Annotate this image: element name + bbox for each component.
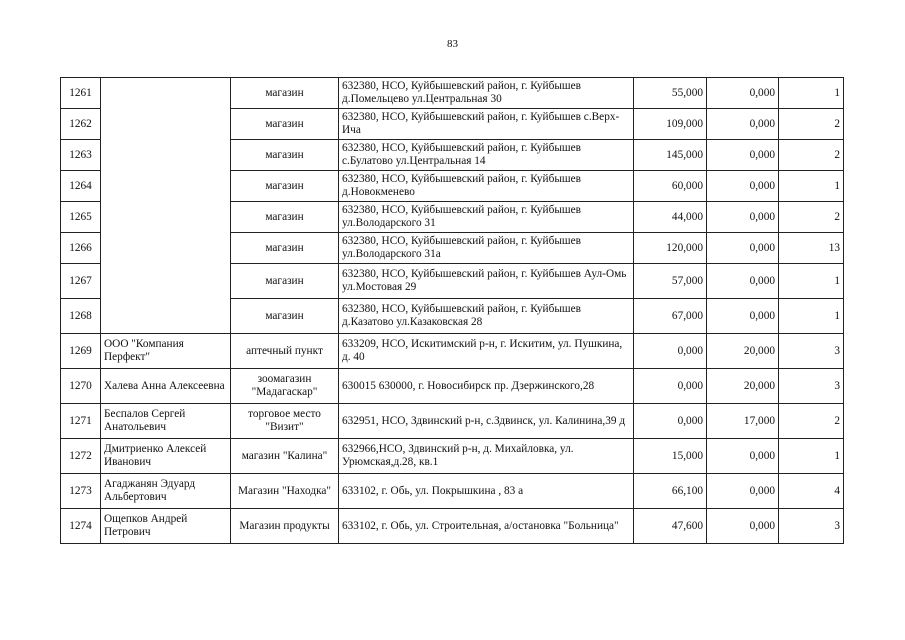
count: 1	[779, 439, 844, 474]
count: 1	[779, 78, 844, 109]
row-number: 1263	[61, 140, 101, 171]
row-number: 1271	[61, 404, 101, 439]
area-1: 57,000	[634, 264, 707, 299]
row-number: 1261	[61, 78, 101, 109]
area-1: 67,000	[634, 299, 707, 334]
address: 632380, НСО, Куйбышевский район, г. Куйбышев с.Булатово ул.Центральная 14	[339, 140, 634, 171]
owner-cell: Халева Анна Алексеевна	[101, 369, 231, 404]
table-row	[61, 78, 844, 109]
count: 3	[779, 509, 844, 544]
owner-cell: ООО "Компания Перфект"	[101, 334, 231, 369]
object-type: магазин	[231, 264, 339, 299]
area-1: 44,000	[634, 202, 707, 233]
count: 1	[779, 171, 844, 202]
address: 632951, НСО, Здвинский р-н, с.Здвинск, ул. Калинина,39 д	[339, 404, 634, 439]
area-2: 0,000	[707, 264, 779, 299]
area-2: 0,000	[707, 171, 779, 202]
object-type: аптечный пункт	[231, 334, 339, 369]
address: 630015 630000, г. Новосибирск пр. Дзержинского,28	[339, 369, 634, 404]
address: 633209, НСО, Искитимский р-н, г. Искитим, ул. Пушкина, д. 40	[339, 334, 634, 369]
area-1: 60,000	[634, 171, 707, 202]
area-1: 0,000	[634, 404, 707, 439]
area-2: 20,000	[707, 334, 779, 369]
row-number: 1266	[61, 233, 101, 264]
page-number: 83	[447, 38, 458, 50]
count: 13	[779, 233, 844, 264]
area-1: 109,000	[634, 109, 707, 140]
owner-cell: Ощепков Андрей Петрович	[101, 509, 231, 544]
object-type: магазин	[231, 78, 339, 109]
row-number: 1272	[61, 439, 101, 474]
count: 4	[779, 474, 844, 509]
row-number: 1274	[61, 509, 101, 544]
row-number: 1267	[61, 264, 101, 299]
row-number: 1264	[61, 171, 101, 202]
area-2: 0,000	[707, 509, 779, 544]
owner-cell	[101, 78, 231, 334]
area-2: 0,000	[707, 78, 779, 109]
object-type: магазин	[231, 299, 339, 334]
area-2: 20,000	[707, 369, 779, 404]
address: 632380, НСО, Куйбышевский район, г. Куйбышев с.Верх-Ича	[339, 109, 634, 140]
row-number: 1270	[61, 369, 101, 404]
count: 2	[779, 140, 844, 171]
area-1: 55,000	[634, 78, 707, 109]
object-type: магазин	[231, 233, 339, 264]
address: 632380, НСО, Куйбышевский район, г. Куйбышев д.Помельцево ул.Центральная 30	[339, 78, 634, 109]
address: 632380, НСО, Куйбышевский район, г. Куйбышев Аул-Омь ул.Мостовая 29	[339, 264, 634, 299]
area-1: 0,000	[634, 334, 707, 369]
object-type: Магазин "Находка"	[231, 474, 339, 509]
address: 632380, НСО, Куйбышевский район, г. Куйбышев ул.Володарского 31	[339, 202, 634, 233]
area-1: 47,600	[634, 509, 707, 544]
object-type: Магазин продукты	[231, 509, 339, 544]
area-1: 66,100	[634, 474, 707, 509]
address: 632380, НСО, Куйбышевский район, г. Куйбышев ул.Володарского 31а	[339, 233, 634, 264]
area-1: 145,000	[634, 140, 707, 171]
area-1: 120,000	[634, 233, 707, 264]
table-row	[61, 369, 844, 404]
object-type: торговое место "Визит"	[231, 404, 339, 439]
count: 3	[779, 334, 844, 369]
owner-cell: Агаджанян Эдуард Альбертович	[101, 474, 231, 509]
table-row	[61, 334, 844, 369]
row-number: 1273	[61, 474, 101, 509]
row-number: 1262	[61, 109, 101, 140]
table-row	[61, 474, 844, 509]
table-row	[61, 439, 844, 474]
count: 2	[779, 109, 844, 140]
object-type: магазин	[231, 202, 339, 233]
count: 2	[779, 202, 844, 233]
object-type: магазин "Калина"	[231, 439, 339, 474]
area-2: 0,000	[707, 439, 779, 474]
table-row	[61, 404, 844, 439]
object-type: зоомагазин "Мадагаскар"	[231, 369, 339, 404]
registry-table	[60, 77, 844, 544]
area-2: 0,000	[707, 140, 779, 171]
object-type: магазин	[231, 140, 339, 171]
object-type: магазин	[231, 109, 339, 140]
area-2: 0,000	[707, 299, 779, 334]
address: 632380, НСО, Куйбышевский район, г. Куйбышев д.Казатово ул.Казаковская 28	[339, 299, 634, 334]
address: 632380, НСО, Куйбышевский район, г. Куйбышев д.Новокменево	[339, 171, 634, 202]
address: 633102, г. Обь, ул. Покрышкина , 83 а	[339, 474, 634, 509]
area-1: 0,000	[634, 369, 707, 404]
address: 632966,НСО, Здвинский р-н, д. Михайловка, ул. Урюмская,д.28, кв.1	[339, 439, 634, 474]
area-1: 15,000	[634, 439, 707, 474]
row-number: 1269	[61, 334, 101, 369]
owner-cell: Дмитриенко Алексей Иванович	[101, 439, 231, 474]
row-number: 1265	[61, 202, 101, 233]
area-2: 17,000	[707, 404, 779, 439]
object-type: магазин	[231, 171, 339, 202]
address: 633102, г. Обь, ул. Строительная, а/остановка "Больница"	[339, 509, 634, 544]
count: 3	[779, 369, 844, 404]
area-2: 0,000	[707, 202, 779, 233]
count: 1	[779, 299, 844, 334]
owner-cell: Беспалов Сергей Анатольевич	[101, 404, 231, 439]
area-2: 0,000	[707, 474, 779, 509]
count: 2	[779, 404, 844, 439]
area-2: 0,000	[707, 233, 779, 264]
table-row	[61, 509, 844, 544]
area-2: 0,000	[707, 109, 779, 140]
row-number: 1268	[61, 299, 101, 334]
count: 1	[779, 264, 844, 299]
